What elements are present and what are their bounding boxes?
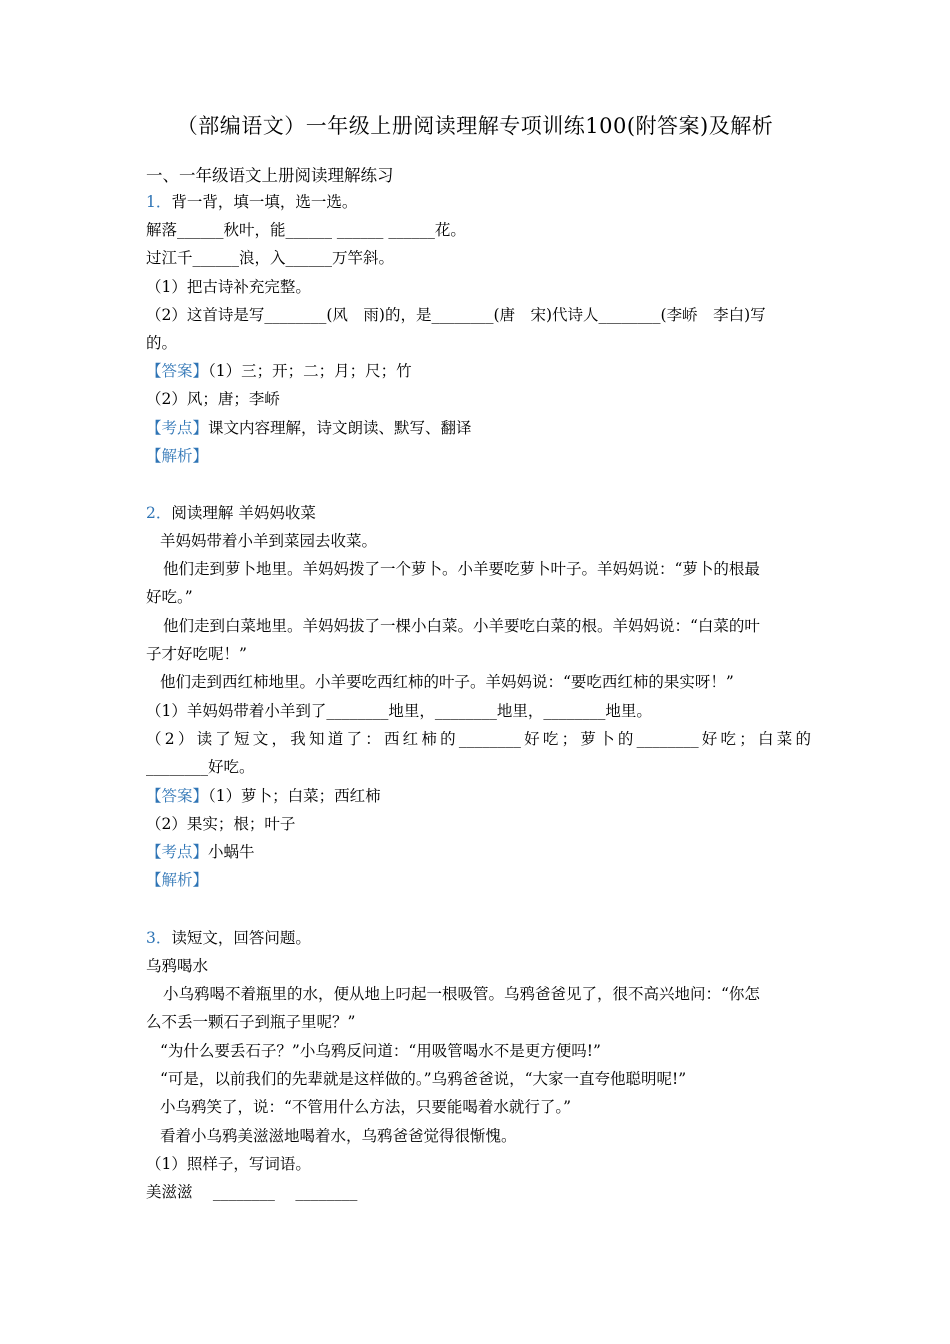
question-1-jiexi (146, 445, 811, 467)
question-1-answer-2: （2）风；唐；李峤 (146, 390, 280, 408)
section-heading: 一、一年级语文上册阅读理解练习 (146, 166, 394, 185)
question-1-prompt: 1．背一背，填一填，选一选。 (146, 193, 358, 211)
question-2-kaodian: 【考点】小蜗牛 (146, 843, 255, 861)
question-number: 1 (146, 193, 156, 211)
question-number: 3 (146, 929, 156, 947)
question-3-sub-1: （1）照样子，写词语。 (146, 1155, 311, 1173)
question-number: 2 (146, 504, 156, 522)
poem-line-2: 过江千______浪，入______万竿斜。 (146, 249, 395, 267)
example-words: 美滋滋 ________ ________ (146, 1183, 358, 1201)
question-2-sub-2-cont: ________好吃。 (146, 758, 255, 776)
passage-paragraph: 羊妈妈带着小羊到菜园去收菜。 (160, 532, 378, 550)
question-2-answer-2: （2）果实；根；叶子 (146, 815, 296, 833)
answer-tag: 【答案】 (146, 787, 209, 805)
jiexi-tag: 【解析】 (146, 447, 209, 465)
story-title: 乌鸦喝水 (146, 957, 209, 975)
jiexi-tag: 【解析】 (146, 871, 209, 889)
story-paragraph: 小乌鸦笑了，说：“不管用什么方法，只要能喝着水就行了。” (160, 1098, 572, 1116)
question-2-jiexi (146, 869, 811, 891)
kaodian-tag: 【考点】 (146, 419, 209, 437)
document-title: （部编语文）一年级上册阅读理解专项训练100(附答案)及解析 (176, 114, 774, 138)
story-paragraph: 看着小乌鸦美滋滋地喝着水，乌鸦爸爸觉得很惭愧。 (160, 1127, 517, 1145)
story-paragraph: “可是，以前我们的先辈就是这样做的。”乌鸦爸爸说，“大家一直夸他聪明呢!” (160, 1070, 687, 1088)
kaodian-tag: 【考点】 (146, 843, 209, 861)
question-1-answer: 【答案】（1）三；开；二；月；尺；竹 (146, 362, 412, 380)
passage-paragraph-cont: 子才好吃呢！” (146, 645, 247, 663)
passage-paragraph: 他们走到白菜地里。羊妈妈拔了一棵小白菜。小羊要吃白菜的根。羊妈妈说：“白菜的叶 (163, 617, 760, 635)
question-2-answer: 【答案】（1）萝卜；白菜；西红柿 (146, 787, 381, 805)
passage-paragraph: 他们走到西红柿地里。小羊要吃西红柿的叶子。羊妈妈说：“要吃西红柿的果实呀！” (160, 673, 734, 691)
poem-line-1: 解落______秋叶，能______ ______ ______花。 (146, 221, 466, 239)
story-paragraph: 小乌鸦喝不着瓶里的水，便从地上叼起一根吸管。乌鸦爸爸见了，很不高兴地问：“你怎 (163, 985, 760, 1003)
answer-tag: 【答案】 (146, 362, 209, 380)
question-3-prompt: 3．读短文，回答问题。 (146, 929, 311, 947)
question-1-sub-2: （2）这首诗是写________(风 雨)的，是________(唐 宋)代诗人________(李峤 李白)写 (146, 306, 766, 324)
question-2-prompt: 2．阅读理解 羊妈妈收菜 (146, 504, 316, 522)
story-paragraph-cont: 么不丢一颗石子到瓶子里呢？” (146, 1013, 356, 1031)
question-1-sub-2-cont: 的。 (146, 334, 178, 352)
question-2-sub-1: （1）羊妈妈带着小羊到了________地里，________地里，________地里。 (146, 702, 652, 720)
question-1-kaodian: 【考点】课文内容理解，诗文朗读、默写、翻译 (146, 419, 472, 437)
passage-paragraph: 他们走到萝卜地里。羊妈妈拨了一个萝卜。小羊要吃萝卜叶子。羊妈妈说：“萝卜的根最 (163, 560, 760, 578)
passage-paragraph-cont: 好吃。” (146, 588, 193, 606)
question-1-sub-1: （1）把古诗补充完整。 (146, 278, 311, 296)
question-2-sub-2: （2）读了短文，我知道了：西红柿的________好吃；萝卜的________好吃；白菜的 (146, 730, 811, 748)
story-paragraph: “为什么要丢石子？”小乌鸦反问道：“用吸管喝水不是更方便吗!” (160, 1042, 601, 1060)
